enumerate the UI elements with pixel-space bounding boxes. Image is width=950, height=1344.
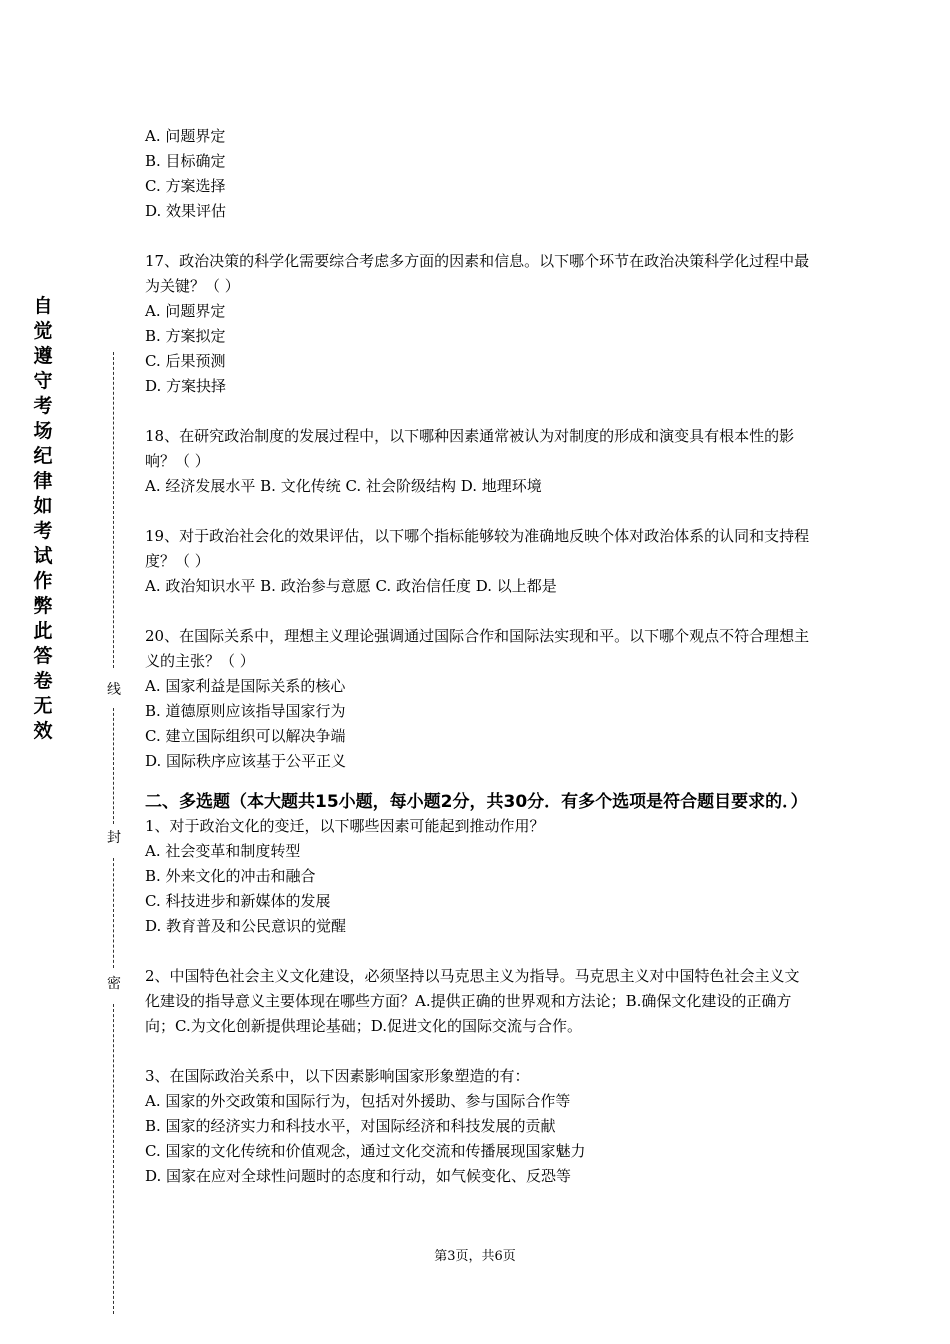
option: C. 建立国际组织可以解决争端 xyxy=(145,727,346,745)
option: D. 教育普及和公民意识的觉醒 xyxy=(145,917,347,935)
option: D. 国际秩序应该基于公平正义 xyxy=(145,752,347,770)
binding-dashed-line xyxy=(113,708,114,824)
option: C. 国家的文化传统和价值观念，通过文化交流和传播展现国家魅力 xyxy=(145,1142,586,1160)
page-number: 第3页，共6页 xyxy=(434,1249,516,1264)
option: C. 科技进步和新媒体的发展 xyxy=(145,892,331,910)
option: B. 国家的经济实力和科技水平，对国际经济和科技发展的贡献 xyxy=(145,1117,556,1135)
option: B. 方案拟定 xyxy=(145,327,226,345)
question-20: 20、在国际关系中，理想主义理论强调通过国际合作和国际法实现和平。以下哪个观点不符合理想主义的主张？（ ） xyxy=(145,627,810,670)
option: D. 效果评估 xyxy=(145,202,227,220)
option: A. 国家的外交政策和国际行为，包括对外援助、参与国际合作等 xyxy=(145,1092,571,1110)
multi-question-2: 2、中国特色社会主义文化建设，必须坚持以马克思主义为指导。马克思主义对中国特色社会主义文化建设的指导意义主要体现在哪些方面？A.提供正确的世界观和方法论；B.确保文化建设的正确方向；C.为文化创新提供理论基础；D.促进文化的国际交流与合作。 xyxy=(145,967,800,1035)
option: C. 后果预测 xyxy=(145,352,226,370)
multi-question-1: 1、对于政治文化的变迁，以下哪些因素可能起到推动作用？ xyxy=(145,817,545,835)
section-title: 二、多选题（本大题共15小题，每小题2分，共30分．有多个选项是符合题目要求的．） xyxy=(145,792,808,812)
option: A. 问题界定 xyxy=(145,302,226,320)
question-18: 18、在研究政治制度的发展过程中，以下哪种因素通常被认为对制度的形成和演变具有根本性的影响？（ ） xyxy=(145,427,795,470)
option: C. 方案选择 xyxy=(145,177,226,195)
seal-label-seal: 封 xyxy=(104,830,124,846)
option: D. 国家在应对全球性问题时的态度和行动，如气候变化、反恐等 xyxy=(145,1167,572,1185)
multi-question-3: 3、在国际政治关系中，以下因素影响国家形象塑造的有： xyxy=(145,1067,530,1085)
option: B. 外来文化的冲击和融合 xyxy=(145,867,316,885)
option: B. 道德原则应该指导国家行为 xyxy=(145,702,346,720)
option: B. 目标确定 xyxy=(145,152,226,170)
option: A. 社会变革和制度转型 xyxy=(145,842,301,860)
seal-label-line: 线 xyxy=(104,682,124,698)
exam-content xyxy=(145,124,813,1189)
question-19: 19、对于政治社会化的效果评估，以下哪个指标能够较为准确地反映个体对政治体系的认同和支持程度？（ ） xyxy=(145,527,810,570)
option: D. 方案抉择 xyxy=(145,377,227,395)
option: A. 国家利益是国际关系的核心 xyxy=(145,677,346,695)
option: A. 问题界定 xyxy=(145,127,226,145)
options-line: A. 经济发展水平 B. 文化传统 C. 社会阶级结构 D. 地理环境 xyxy=(145,477,542,495)
options-line: A. 政治知识水平 B. 政治参与意愿 C. 政治信任度 D. 以上都是 xyxy=(145,577,557,595)
exam-discipline-note: 自 觉 遵 守 考 场 纪 律 如 考 试 作 弊 此 答 卷 无 效 xyxy=(33,295,53,742)
seal-label-secret: 密 xyxy=(104,976,124,992)
binding-dashed-line xyxy=(113,1004,114,1314)
binding-dashed-line xyxy=(113,858,114,968)
question-17: 17、政治决策的科学化需要综合考虑多方面的因素和信息。以下哪个环节在政治决策科学化过程中最为关键？（ ） xyxy=(145,252,810,295)
binding-dashed-line xyxy=(113,352,114,668)
